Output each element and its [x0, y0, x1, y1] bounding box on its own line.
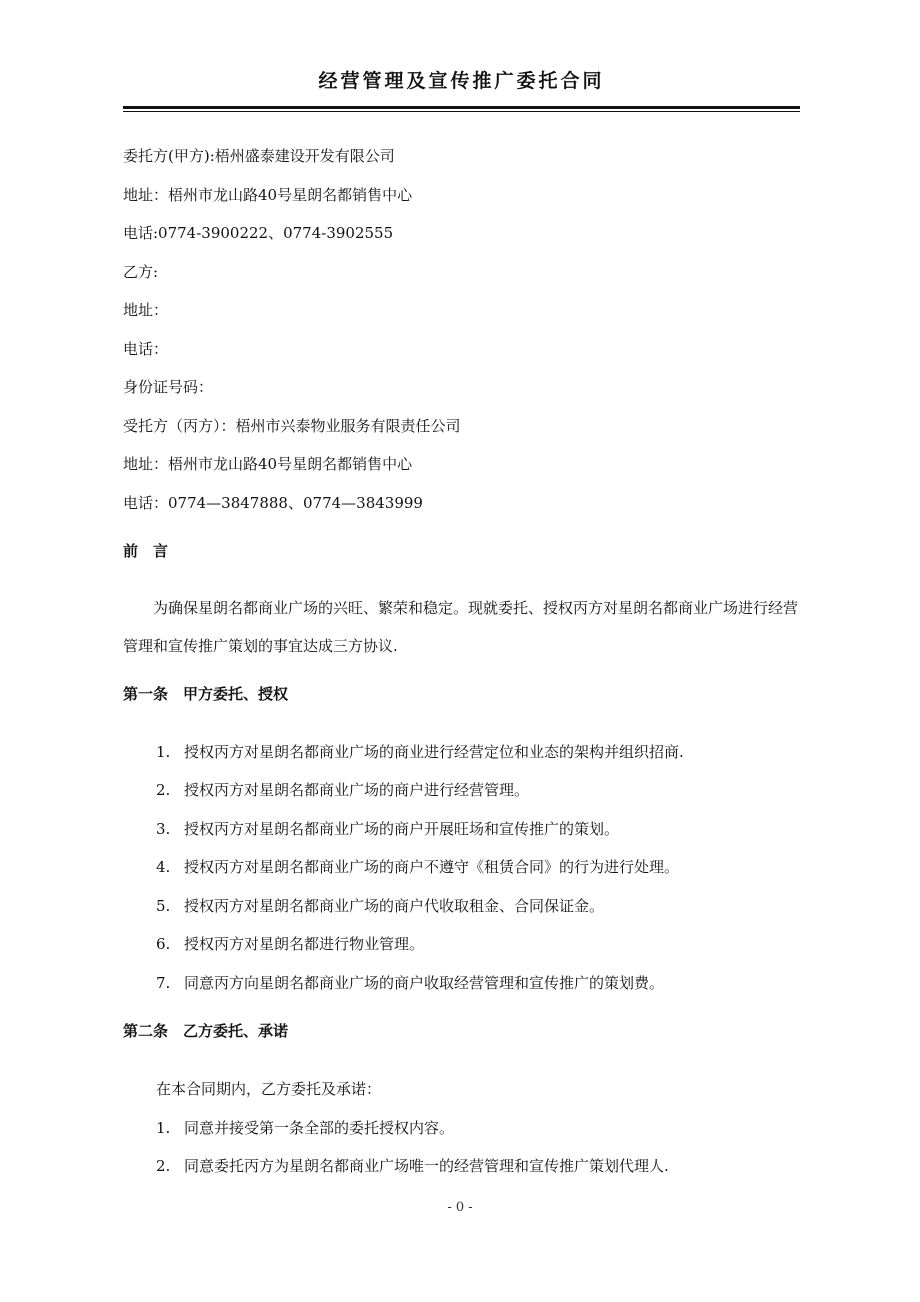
- item-number: 5.: [156, 897, 171, 915]
- item-text: 同意并接受第一条全部的委托授权内容。: [184, 1119, 455, 1137]
- party-c-phone: 电话：0774—3847888、0774—3843999: [123, 494, 423, 512]
- item-number: 1.: [156, 743, 171, 761]
- item-text: 授权丙方对星朗名都商业广场的商户开展旺场和宣传推广的策划。: [184, 820, 620, 838]
- item-number: 4.: [156, 858, 171, 876]
- item-number: 2.: [156, 1157, 171, 1175]
- party-b-address: 地址：: [123, 301, 169, 319]
- article-1-item: [156, 972, 664, 994]
- article-2-heading: 第二条 乙方委托、承诺: [123, 1022, 289, 1040]
- item-text: 授权丙方对星朗名都商业广场的商户进行经营管理。: [184, 781, 530, 799]
- preface-heading: 前 言: [123, 542, 169, 560]
- article-2-item: [156, 1155, 669, 1177]
- party-b-phone: 电话：: [123, 340, 169, 358]
- item-number: 6.: [156, 935, 171, 953]
- document-title: 经营管理及宣传推广委托合同: [318, 70, 605, 92]
- page-number: - 0 -: [447, 1200, 473, 1215]
- item-number: 3.: [156, 820, 171, 838]
- article-1-item: [156, 895, 604, 917]
- item-number: 1.: [156, 1119, 171, 1137]
- article-2-intro: 在本合同期内，乙方委托及承诺：: [156, 1080, 382, 1098]
- item-number: 2.: [156, 781, 171, 799]
- party-b-name: 乙方:: [123, 263, 159, 281]
- item-text: 同意丙方向星朗名都商业广场的商户收取经营管理和宣传推广的策划费。: [184, 974, 665, 992]
- article-1-item: [156, 779, 529, 801]
- party-a-name: 委托方(甲方):梧州盛泰建设开发有限公司: [123, 147, 395, 165]
- article-1-item: [156, 933, 424, 955]
- article-2-item: [156, 1117, 454, 1139]
- party-b-id-number: 身份证号码：: [123, 378, 214, 396]
- item-text: 授权丙方对星朗名都商业广场的商业进行经营定位和业态的架构并组织招商.: [184, 743, 684, 761]
- item-text: 授权丙方对星朗名都商业广场的商户代收取租金、合同保证金。: [184, 897, 605, 915]
- item-text: 授权丙方对星朗名都商业广场的商户不遵守《租赁合同》的行为进行处理。: [184, 858, 680, 876]
- item-text: 同意委托丙方为星朗名都商业广场唯一的经营管理和宣传推广策划代理人.: [184, 1157, 669, 1175]
- item-number: 7.: [156, 974, 171, 992]
- party-a-address: 地址：梧州市龙山路40号星朗名都销售中心: [123, 186, 413, 204]
- party-c-address: 地址：梧州市龙山路40号星朗名都销售中心: [123, 455, 413, 473]
- party-c-name: 受托方（丙方）：梧州市兴泰物业服务有限责任公司: [123, 417, 461, 435]
- title-divider: [123, 106, 800, 112]
- article-1-item: [156, 856, 679, 878]
- item-text: 授权丙方对星朗名都进行物业管理。: [184, 935, 425, 953]
- article-1-item: [156, 818, 619, 840]
- article-1-item: [156, 741, 684, 763]
- party-a-phone: 电话:0774-3900222、0774-3902555: [123, 224, 394, 242]
- article-1-heading: 第一条 甲方委托、授权: [123, 685, 289, 703]
- preface-text: 为确保星朗名都商业广场的兴旺、繁荣和稳定。现就委托、授权丙方对星朗名都商业广场进行经营管理和宣传推广策划的事宜达成三方协议.: [123, 599, 799, 655]
